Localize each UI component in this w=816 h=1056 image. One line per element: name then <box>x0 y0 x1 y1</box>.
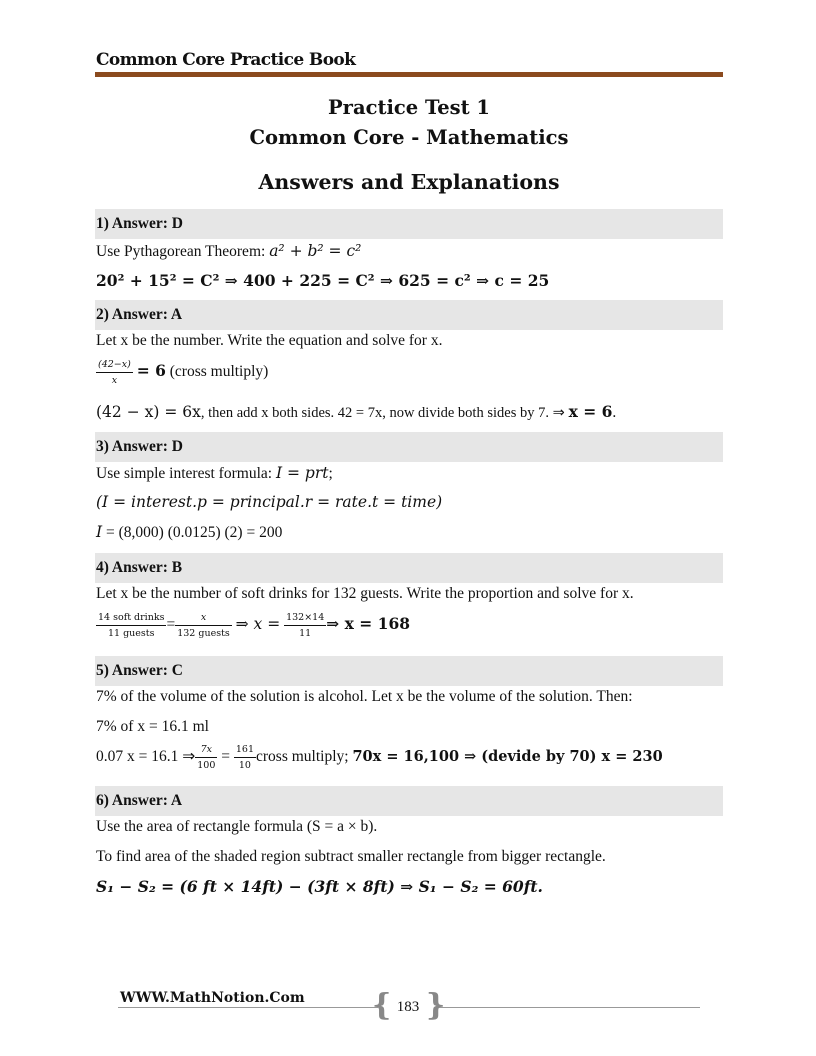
fraction: $\frac{132\times 14}{11}$ <box>286 612 325 639</box>
equals: = <box>221 748 230 766</box>
answer-3-line-3 <box>96 523 282 542</box>
answer-5-line-2: 7% of x = 16.1 ml <box>96 718 209 735</box>
answer-label: 5) Answer: C <box>95 656 723 686</box>
header-title: Common Core Practice Book <box>96 50 356 70</box>
header-rule <box>95 72 723 77</box>
answer-5-line-1: 7% of the volume of the solution is alcohol. Let x be the volume of the solution. Then: <box>96 688 633 705</box>
explanation-text: , then add x both sides. 42 = 7x, now divide both sides by 7. ⇒ <box>200 405 565 421</box>
formula: ⇒ x = <box>235 615 281 634</box>
answer-label: 4) Answer: B <box>95 553 723 583</box>
website-link[interactable]: WWW.MathNotion.Com <box>120 990 305 1006</box>
answer-3-line-1 <box>96 464 333 483</box>
explanation-text: Use simple interest formula: <box>96 465 276 482</box>
formula: = 6 <box>136 361 166 381</box>
equals: = <box>166 616 176 634</box>
answer-6-line-2: To find area of the shaded region subtract smaller rectangle from bigger rectangle. <box>96 848 606 865</box>
formula: ⇒ x = 168 <box>326 614 411 634</box>
test-title: Practice Test 1 <box>328 96 490 119</box>
fraction: $\frac{(42-x)}{x}$ <box>98 359 131 386</box>
answer-4-line-2 <box>96 613 410 638</box>
answer-2-line-2 <box>96 360 268 385</box>
answer-5-line-3 <box>96 745 663 770</box>
formula: 70x = 16,100 ⇒ (devide by 70) x = 230 <box>352 748 663 766</box>
formula: I <box>96 523 103 541</box>
explanation-text: (cross multiply) <box>169 363 269 381</box>
page-number: 183 <box>378 992 438 1022</box>
left-brace-icon: { <box>372 988 392 1023</box>
answer-label: 6) Answer: A <box>95 786 723 816</box>
explanation-text: 0.07 x = 16.1 ⇒ <box>96 748 196 766</box>
explanation-text: = (8,000) (0.0125) (2) = 200 <box>102 524 283 541</box>
answer-2-line-3 <box>96 402 616 422</box>
answer-3-line-2: (I = interest.p = principal.r = rate.t = time) <box>96 493 443 511</box>
semicolon: ; <box>328 465 333 482</box>
explanation-text: Use Pythagorean Theorem: <box>96 243 270 260</box>
explanation-text: cross multiply; <box>256 748 349 766</box>
answer-6-line-1: Use the area of rectangle formula (S = a × b). <box>96 818 378 835</box>
formula: (42 − x) = 6x <box>96 403 201 421</box>
answer-label: 1) Answer: D <box>95 209 723 239</box>
answer-4-line-1: Let x be the number of soft drinks for 132 guests. Write the proportion and solve for x. <box>96 585 634 602</box>
fraction: $\frac{\text{14 soft drinks}}{\text{11 guests}}$ <box>98 612 165 639</box>
formula: x = 6 <box>568 402 613 421</box>
fraction: $\frac{7x}{100}$ <box>197 744 216 771</box>
answer-6-line-3: S₁ − S₂ = (6 ft × 14ft) − (3ft × 8ft) ⇒ S₁ − S₂ = 60ft. <box>96 877 543 896</box>
answer-label: 3) Answer: D <box>95 432 723 462</box>
answer-1-line-2: 20² + 15² = C² ⇒ 400 + 225 = C² ⇒ 625 = c² ⇒ c = 25 <box>96 271 550 290</box>
formula: I = prt <box>275 464 329 482</box>
subject-title: Common Core - Mathematics <box>249 126 569 149</box>
answer-label: 2) Answer: A <box>95 300 723 330</box>
section-title: Answers and Explanations <box>258 170 560 194</box>
right-brace-icon: } <box>426 988 446 1023</box>
period: . <box>612 404 617 421</box>
fraction: $\frac{x}{\text{132 guests}}$ <box>177 612 230 639</box>
formula: a² + b² = c² <box>269 242 362 260</box>
answer-1-line-1 <box>96 242 361 261</box>
answer-2-line-1: Let x be the number. Write the equation and solve for x. <box>96 332 443 349</box>
fraction: $\frac{161}{10}$ <box>235 744 255 771</box>
